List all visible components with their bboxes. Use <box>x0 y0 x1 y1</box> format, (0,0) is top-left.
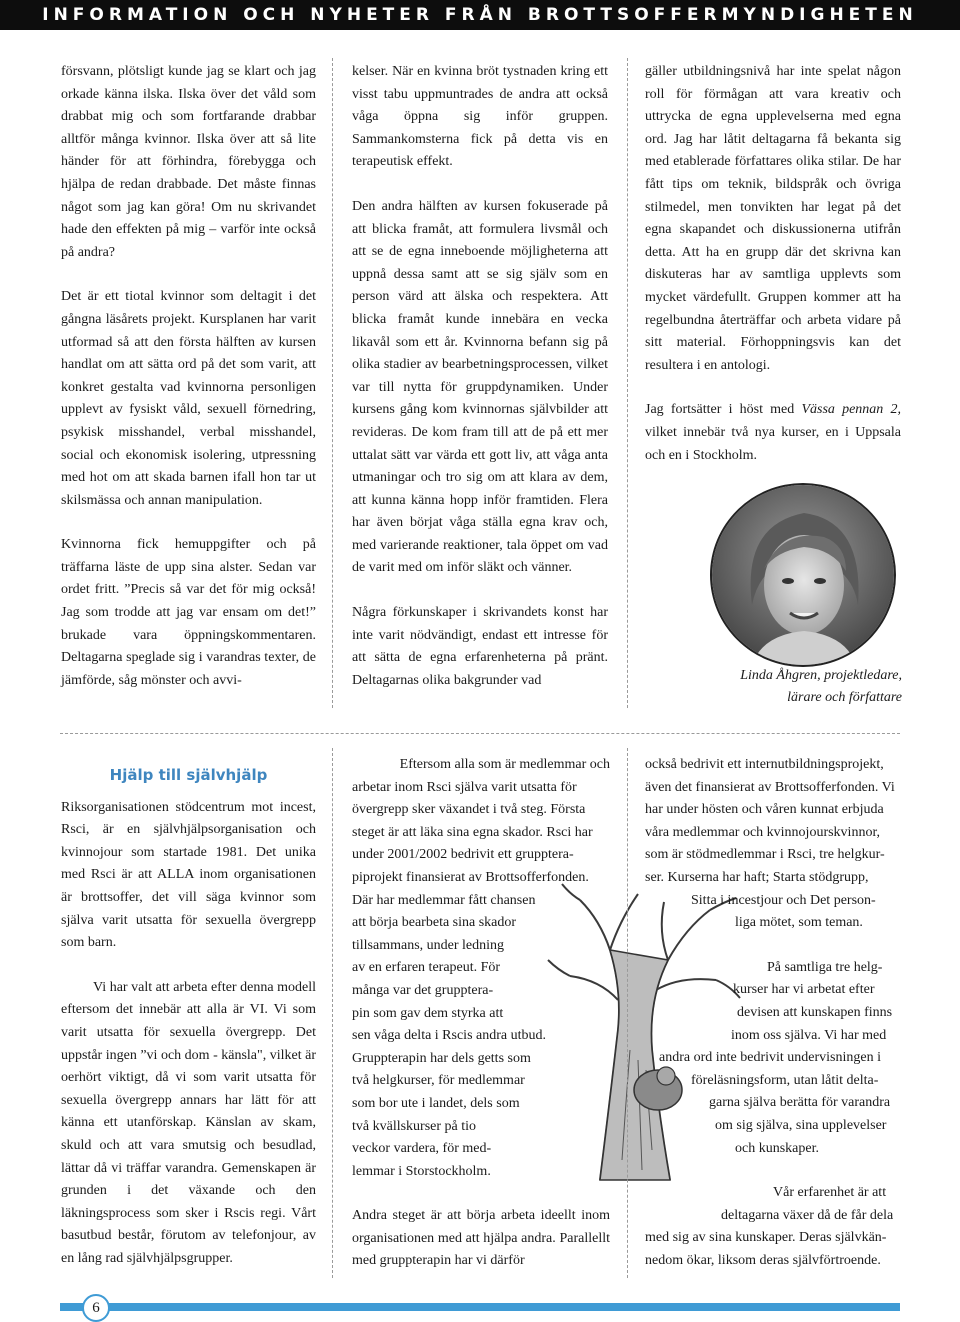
article-column-2 <box>352 61 608 692</box>
text-line: Sitta i incestjour och Det person- <box>691 892 876 908</box>
text-line: På samtliga tre helg- <box>767 959 883 975</box>
paragraph: Den andra hälften av kursen fokuserade på att blicka framåt, att formulera livsmål och att se de egna inneboende möjligheterna att uppnå dessa samt att se sig själv som en person värd att älska och respektera. Att blicka framåt kunde innebära en vecka likavål som ett år. Kvinnorna befann sig på olika stadier av bearbetningsprocessen, vilket var till nytta för gruppdynamiken. Under kursens gång kom kvinnornas självbilder att revideras. De kom fram till att de på ett mer uttalat sätt var värda ett gott liv, att våga anta utmaningar och tro sig om att klara av dem, att kunna känna hopp inför framtiden. Flera har även börjat våga ställa egna krav och, med varierande reaktioner, tala öppet om vad de varit med om inför släkt och vänner. <box>352 198 608 576</box>
article-column-1 <box>61 61 316 692</box>
column-divider <box>627 748 628 1278</box>
text-line: Gruppterapin har dels getts som <box>352 1050 531 1066</box>
text-line: som bor ute i landet, dels som <box>352 1095 520 1111</box>
text-line: liga mötet, som teman. <box>735 915 863 931</box>
text-line: sen våga delta i Rscis andra utbud. <box>352 1028 547 1044</box>
text: Jag fortsätter i höst med <box>645 402 802 418</box>
caption-line: lärare och författare <box>787 690 902 705</box>
text-line: som är stödmedlemmar i Rsci, tre helgkur- <box>645 847 885 863</box>
text-line: andra ord inte bedrivit undervisningen i <box>659 1050 881 1066</box>
paragraph: Riksorganisationen stödcentrum mot incest, Rsci, är en självhjälpsorganisation och kvinnojour som startade 1981. Det unika med Rsci är att ALLA inom organisationen är brottsoffer, det vill säga kvinnor som själva varit utsatta för sexuella övergrepp som barn. <box>61 799 316 951</box>
text-line: steget är att läka sina egna skador. Rsci har <box>352 824 593 840</box>
article-column-6 <box>645 754 903 1272</box>
caption-line: Linda Åhgren, projektledare, <box>740 668 902 683</box>
text-line: devisen att kunskapen finns <box>737 1004 893 1020</box>
paragraph: försvann, plötsligt kunde jag se klart och jag orkade känna ilska. Ilska över det våld som drabbat mig och som fortfarande drabbar alltför många kvinnor. Ilska över att så lite händer för att förhindra, förebygga och hjälpa de redan drabbade. Det måste finnas något som jag kan göra! Om nu skrivandet hade den effekten på mig – varför inte också på andra? <box>61 64 316 260</box>
text-line: Vår erfarenhet är att <box>773 1185 887 1201</box>
paragraph: Vi har valt att arbeta efter denna modell eftersom det innebär att alla är VI. Vi som varit utsatta för sexuella övergrepp. Det uppstår ingen ”vi och dom - känsla", vilket är oerhört viktigt, då vi som varit utsatta för sexuella övergrepp annars har lätt för att känna ett utanförskap. Känslan av skam, skuld och att vara smutsig och besudlad, lättar då vi träffar varandra. Gemenskapen är grunden i det växande och den läkningsprocess som sker i Rscis regi. Vårt basutbud består, förutom av telefonjour, av en lång rad självhjälpsgrupper. <box>61 979 316 1266</box>
text-line: två helgkurser, för medlemmar <box>352 1073 525 1089</box>
text-line: pin som gav dem styrka att <box>352 1005 504 1021</box>
paragraph: Andra steget är att börja arbeta ideellt inom organisationen med att hjälpa andra. Parallellt med gruppterapin har vi därför <box>352 1208 610 1269</box>
paragraph-spacer <box>645 1160 903 1182</box>
text-line: har under hösten och våren kunnat erbjuda <box>645 802 884 818</box>
text-line: Där har medlemmar fått chansen <box>352 892 536 908</box>
footer-bar <box>60 1303 900 1311</box>
paragraph-spacer <box>352 1183 610 1205</box>
text-line: föreläsningsform, utan låtit delta- <box>691 1072 879 1088</box>
text-line: lemmar i Storstockholm. <box>352 1163 491 1179</box>
text-line: att börja bearbeta sina skador <box>352 915 517 931</box>
paragraph: Det är ett tiotal kvinnor som deltagit i det gångna läsårets projekt. Kursplanen har varit utformad så att den första hälften av kursen handlat om att sätta ord på det som varit, att konkret gestalta vad kvinnorna personligen upplevt av fysiskt våld, sexuell förnedring, psykisk misshandel, verbal misshandel, social och ekonomisk isolering, utpressning med hot om att skada barnen ifall hon tar ut skilsmässa och annan manipulation. <box>61 289 316 508</box>
paragraph: Några förkunskaper i skrivandets konst har inte varit nödvändigt, endast ett intresse för att sätta de egna erfarenheterna på pränt. Deltagarnas olika bakgrunder vad <box>352 605 608 688</box>
paragraph: Kvinnorna fick hemuppgifter och på träffarna läste de upp sina alster. Sedan var ordet fritt. ”Precis så var det för mig också! Jag som trodde att jag var ensam om det!” brukade vara öppningskommentaren. Deltagarna speglade sig i varandras texter, de jämförde, såg mönster och avvi- <box>61 537 316 688</box>
portrait-photo <box>710 483 896 667</box>
text-line: med sig av sina kunskaper. Deras självkän- <box>645 1230 887 1246</box>
text-line: om sig själva, sina upplevelser <box>715 1117 887 1133</box>
section-divider <box>60 733 900 734</box>
portrait-image <box>712 485 894 665</box>
paragraph: kelser. När en kvinna bröt tystnaden kring ett visst tabu uppmuntrades de andra att också våga öppna sig inför gruppen. Sammankomsterna fick på detta vis en terapeutisk effekt. <box>352 64 608 170</box>
text-line: av en erfaren terapeut. För <box>352 960 501 976</box>
text-line: också bedrivit ett internutbildningsprojekt, <box>645 757 884 772</box>
text-line: våra medlemmar och kvinnojourskvinnor, <box>645 824 881 840</box>
text-line: inom oss själva. Vi har med <box>731 1027 887 1043</box>
text-line: övergrepp sker växandet i två steg. Första <box>352 802 586 818</box>
text-line: deltagarna växer då de får dela <box>721 1207 894 1223</box>
photo-caption <box>680 665 902 709</box>
text-line: Eftersom alla som är medlemmar och <box>399 757 610 772</box>
column-divider <box>627 58 628 708</box>
text-line: arbetar inom Rsci själva varit utsatta för <box>352 779 577 795</box>
text-line: veckor vardera, för med- <box>352 1141 492 1157</box>
text-line: tillsammans, under ledning <box>352 937 505 953</box>
paragraph: gäller utbildningsnivå har inte spelat någon roll för förmågan att vara kreativ och uttrycka de egna upplevelserna med egna ord. Jag har låtit deltagarna få bekanta sig med etablerade författares olika stilar. De har fått tips om teknik, bildspråk och övriga stilmedel, men tonvikten har legat på det egna skapandet och diskussionerna utifrån detta. Att ha en grupp där det skrivna kan diskuteras har av samtliga upplevts som mycket värdefullt. Gruppen kommer att ha regelbundna återträffar och arbeta vidare på sitt material. Förhoppningsvis kan det resultera i en antologi. <box>645 64 901 373</box>
paragraph-spacer <box>645 935 903 957</box>
info-box <box>61 764 316 1270</box>
text-line: under 2001/2002 bedrivit ett gruppterа- <box>352 847 574 863</box>
text: vilket innebär två nya kurser, en i Uppsala och en i Stockholm. <box>645 424 901 463</box>
course-title: Vässa pennan 2, <box>801 402 901 418</box>
text-line: nedom ökar, liksom deras självförtroende. <box>645 1252 881 1268</box>
text-line: kurser har vi arbetat efter <box>733 982 875 998</box>
column-divider <box>332 748 333 1278</box>
text-line: två kvällskurser på tio <box>352 1118 477 1134</box>
text-line: garna själva berätta för varandra <box>709 1095 891 1111</box>
text-line: piprojekt finansierat av Brottsofferfonden. <box>352 869 589 885</box>
text-line: ser. Kurserna har haft; Starta stödgrupp, <box>645 869 869 885</box>
header-title: INFORMATION OCH NYHETER FRÅN BROTTSOFFERMYNDIGHETEN <box>42 5 918 25</box>
paragraph <box>645 399 901 467</box>
text-line: även det finansierat av Brottsofferfonden. Vi <box>645 779 895 795</box>
column-divider <box>332 58 333 708</box>
article-column-3 <box>645 61 901 467</box>
text-line: och kunskaper. <box>735 1140 819 1156</box>
text-line: många var det gruppterа- <box>352 982 494 998</box>
page-number: 6 <box>82 1294 110 1322</box>
box-title: Hjälp till självhjälp <box>109 766 268 784</box>
